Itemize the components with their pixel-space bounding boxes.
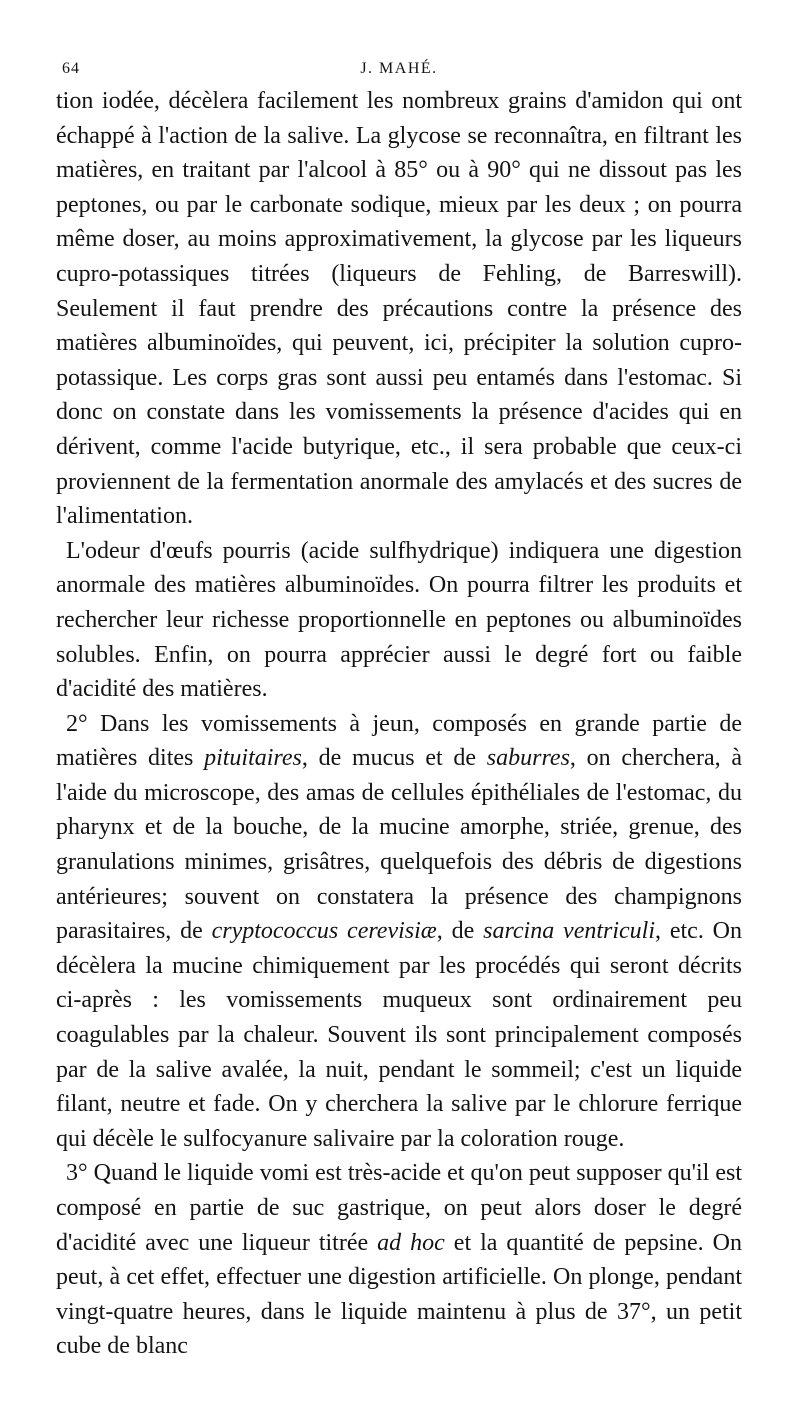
page-number: 64 <box>62 60 80 77</box>
text-run: , on cherchera, à l'aide du microscope, des amas de cellules épithéliales de l'estomac, du pharynx et de la bouche, de la mucine amorphe, striée, grenue, des granulations minimes, grisâtres, quelquefois des débris de digestions antérieures; souvent on constatera la présence des champignons parasitaires, de <box>56 745 742 945</box>
italic-term: ad hoc <box>377 1229 445 1256</box>
paragraph-p1 <box>56 84 742 534</box>
text-run: , de <box>436 918 484 945</box>
text-run: tion iodée, décèlera facilement les nombreux grains d'amidon qui ont échappé à l'action de la salive. La glycose se reconnaîtra, en filtrant les matières, en traitant par l'alcool à 85° ou à 90° qui ne dissout pas les peptones, ou par le carbonate sodique, mieux par les deux ; on pourra même doser, au moins approximativement, la glycose par les liqueurs cupro-potassiques titrées (liqueurs de Fehling, de Barreswill). Seulement il faut prendre des précautions contre la présence des matières albuminoïdes, qui peuvent, ici, précipiter la solution cupro-potassique. Les corps gras sont aussi peu entamés dans l'estomac. Si donc on constate dans les vomissements la présence d'acides qui en dérivent, comme l'acide butyrique, etc., il sera probable que ceux-ci proviennent de la fermentation anormale des amylacés et des sucres de l'alimentation. <box>56 88 742 530</box>
text-run: , etc. On décèlera la mucine chimiquement par les procédés qui seront décrits ci-après : les vomissements muqueux sont ordinairement peu coagulables par la chaleur. Souvent ils sont principalement composés par de la salive avalée, la nuit, pendant le sommeil; c'est un liquide filant, neutre et fade. On y cherchera la salive par le chlorure ferrique qui décèle le sulfocyanure salivaire par la coloration rouge. <box>56 918 742 1152</box>
italic-term: pituitaires <box>204 745 302 772</box>
italic-term: cryptococcus cerevisiæ <box>211 918 437 945</box>
paragraph-p2 <box>56 534 742 707</box>
page-header <box>56 46 742 84</box>
text-run: L'odeur d'œufs pourris (acide sulfhydrique) indiquera une digestion anormale des matières albuminoïdes. On pourra filtrer les produits et rechercher leur richesse proportionnelle en peptones ou albuminoïdes solubles. Enfin, on pourra apprécier aussi le degré fort ou faible d'acidité des matières. <box>56 537 742 703</box>
italic-term: saburres <box>486 745 570 772</box>
italic-term: sarcina ventriculi <box>483 918 656 945</box>
body-text <box>56 84 742 1364</box>
text-run: et la quantité de pepsine. On peut, à cet effet, effectuer une digestion artificielle. On plonge, pendant vingt-quatre heures, dans le liquide maintenu à plus de 37°, un petit cube de blanc <box>56 1229 742 1360</box>
book-page <box>56 46 742 1364</box>
text-run: 2° Dans les vomissements à jeun, composés en grande partie de matières dites <box>56 710 742 772</box>
text-run: 3° Quand le liquide vomi est très-acide et qu'on peut supposer qu'il est composé en partie de suc gastrique, on peut alors doser le degré d'acidité avec une liqueur titrée <box>56 1160 742 1256</box>
text-run: , de mucus et de <box>301 745 487 772</box>
running-head: J. MAHÉ. <box>360 60 438 77</box>
paragraph-p4 <box>56 1156 742 1364</box>
paragraph-p3 <box>56 707 742 1157</box>
